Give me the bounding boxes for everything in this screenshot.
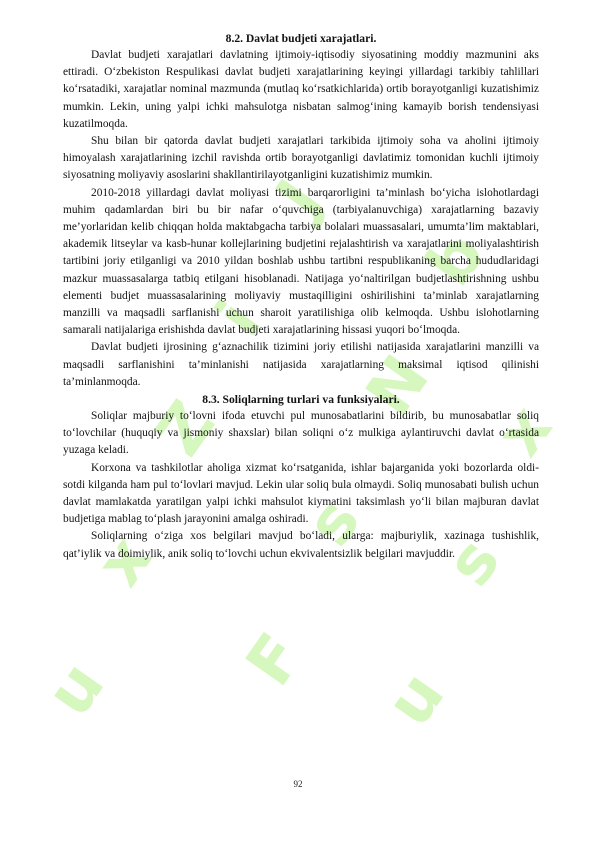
paragraph: Shu bilan bir qatorda davlat budjeti xarajatlari tarkibida ijtimoiy soha va aholini ijtimoiy himoyalash xarajatlarining izchil ravishda ortib borayotganligi davlatimiz tomonidan kuchli ijtimoiy siyosatning moliyaviy asoslarini shakllantirilayotganligini kuzatishimiz mumkin.	[63, 135, 539, 182]
svg-text:x: x	[82, 522, 167, 600]
svg-text:s: s	[432, 525, 515, 600]
section-heading-8-2: 8.2. Davlat budjeti xarajatlari.	[225, 32, 377, 45]
svg-text:u: u	[372, 659, 460, 740]
section-heading-8-3: 8.3. Soliqlarning turlari va funksiyalari.	[202, 393, 400, 407]
svg-text:x: x	[482, 392, 567, 470]
svg-text:b: b	[412, 219, 500, 300]
svg-text:F: F	[232, 620, 319, 700]
document-page	[63, 30, 539, 563]
svg-text:u: u	[32, 649, 120, 730]
paragraph: Soliqlar majburiy to‘lovni ifoda etuvchi pul munosabatlarini bildirib, bu munosabatlar soliq to‘lovchilar (huquqiy va jismoniy shaxslar) bilan soliqni o‘z mulkiga aylantiruvchi davlat o‘rtasida yuzaga keladi.	[63, 410, 539, 457]
paragraph: 2010-2018 yillardagi davlat moliyasi tizimi barqarorligini ta’minlash bo‘yicha islohotlardagi muhim qadamlardan biri bu bir nafar o‘quvchiga (tarbiyalanuvchiga) xarajatlarning bazaviy me’yorlaridan kelib chiqqan holda maktabgacha tarbiya bolalari muassasalari, umumta’lim maktablari, akademik litseylar va kasb-hunar kollejlarining budjetini rejalashtirish va xarajatlarini moliyalashtirish tartibini joriy etilganligi va 2010 yildan boshlab ushbu tartibni respublikaning barcha hududlaridagi mazkur muassasalarga tatbiq etilgani hisoblanadi. Natijaga yo‘naltirilgan budjetlashtirishning ushbu elementi budjet muassasalarining moliyaviy mustaqilligini oshirilishini ta’minlab xarajatlarning manzilli va maqsadli sarflanishi uchun sharoit yaratilishiga olib kelmoqda. Ushbu islohotlarning samarali natijalariga erishishda davlat budjeti xarajatlarining hissasi yuqori bo‘lmoqda.	[63, 186, 539, 337]
paragraph: Soliqlarning o‘ziga xos belgilari mavjud bo‘ladi, ularga: majburiylik, xazinaga tushishlik, qat’iylik va doimiylik, anik soliq to‘lovchi uchun ekvivalentsizlik belgilari mavjuddir.	[63, 530, 539, 560]
svg-text:i: i	[202, 288, 276, 350]
svg-text:J: J	[262, 167, 337, 230]
paragraph: Davlat budjeti ijrosining g‘aznachilik tizimini joriy etilishi natijasida xarajatlarini manzilli va maqsadli sarflanishini ta’minlanishi natijasida xarajatlarning maksimal iqtisod qilinishi ta’minlanmoqda.	[63, 341, 539, 388]
svg-text:N: N	[352, 342, 444, 430]
paragraph: Davlat budjeti xarajatlari davlatning ijtimoiy-iqtisodiy siyosatining moddiy mazmunini aks ettiradi. O‘zbekiston Respulikasi davlat budjeti xarajatlarining keyingi yillardagi tarkibiy tahlillari ko‘rsatadiki, xarajatlar nominal mazmunda (mutlaq ko‘rsatkichlarida) ortib borayotganligi kuzatishimiz mumkin. Lekin, uning yalpi ichki mahsulotga nisbatan salmog‘ining kamayib borish tendensiyasi kuzatilmoqda.	[63, 49, 539, 130]
paragraph: Korxona va tashkilotlar aholiga xizmat ko‘rsatganida, ishlar bajarganida yoki bozorlarda oldi-sotdi kilganda ham pul to‘lovlari mavjud. Lekin ular soliq bula olmaydi. Soliq munosabati bulish uchun davlat mamlakatda yaratilgan yalpi ichki mahsulot kiymatini taksimlash yo‘li bilan majburan davlat budjetiga mablag to‘plash jarayonini amalga oshiradi.	[63, 461, 539, 526]
page-number: 92	[293, 779, 303, 789]
svg-text:Z: Z	[142, 388, 230, 470]
svg-text:s: s	[292, 485, 375, 560]
